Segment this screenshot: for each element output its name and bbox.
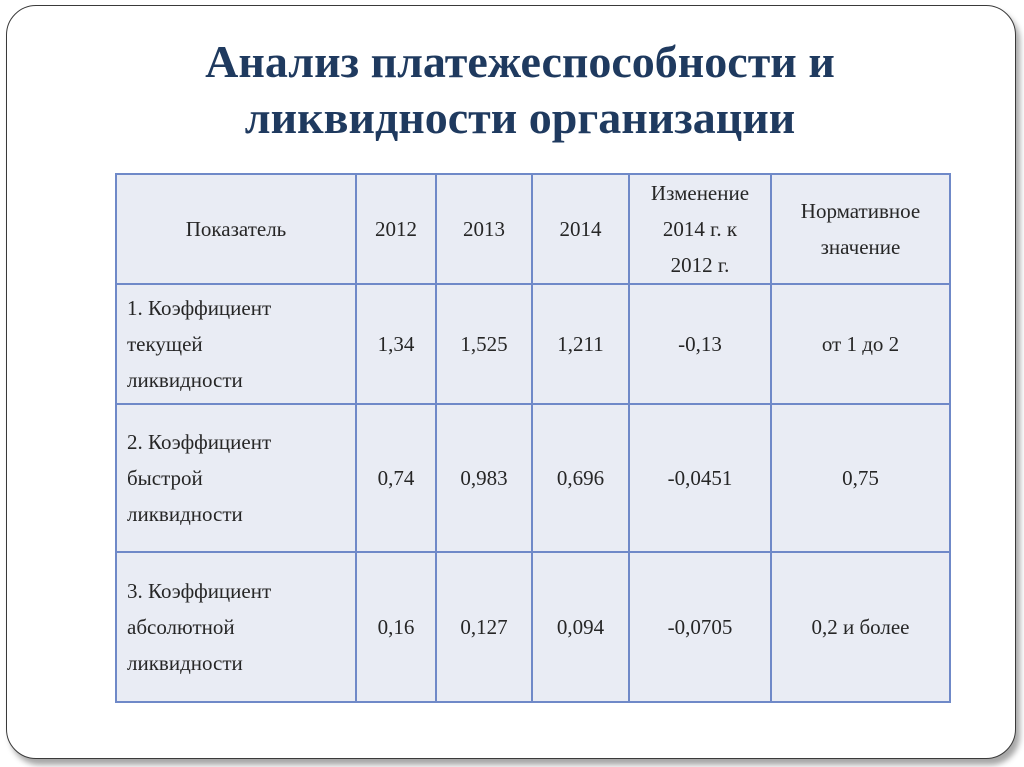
header-change-line-3: 2012 г.	[670, 253, 730, 277]
header-change-line-2: 2014 г. к	[662, 217, 738, 241]
cell-norm: 0,75	[771, 404, 950, 552]
table-header-row	[116, 174, 950, 284]
row-label-line-1: 3. Коэффициент	[127, 579, 272, 603]
table-row	[116, 552, 950, 702]
table-row	[116, 404, 950, 552]
row-label-line-2: текущей	[127, 332, 203, 356]
slide-title-line-1: Анализ платежеспособности и	[205, 36, 835, 87]
table-row	[116, 284, 950, 404]
cell-norm: 0,2 и более	[771, 552, 950, 702]
header-change	[629, 174, 771, 284]
cell-2014: 1,211	[532, 284, 629, 404]
header-indicator: Показатель	[116, 174, 356, 284]
row-label-line-3: ликвидности	[127, 368, 243, 392]
row-label	[116, 404, 356, 552]
row-label	[116, 284, 356, 404]
cell-2012: 0,74	[356, 404, 436, 552]
row-label-line-3: ликвидности	[127, 651, 243, 675]
header-year-2013: 2013	[436, 174, 532, 284]
cell-2012: 1,34	[356, 284, 436, 404]
header-norm	[771, 174, 950, 284]
row-label-line-1: 1. Коэффициент	[127, 296, 272, 320]
row-label-line-1: 2. Коэффициент	[127, 430, 272, 454]
cell-2012: 0,16	[356, 552, 436, 702]
cell-2013: 1,525	[436, 284, 532, 404]
header-norm-line-1: Нормативное	[800, 199, 921, 223]
header-year-2012: 2012	[356, 174, 436, 284]
liquidity-table	[115, 173, 951, 703]
row-label-line-3: ликвидности	[127, 502, 243, 526]
row-label-line-2: абсолютной	[127, 615, 235, 639]
header-year-2014: 2014	[532, 174, 629, 284]
cell-2013: 0,127	[436, 552, 532, 702]
row-label	[116, 552, 356, 702]
cell-change: -0,0705	[629, 552, 771, 702]
slide-title	[150, 34, 890, 146]
row-label-line-2: быстрой	[127, 466, 203, 490]
cell-2014: 0,094	[532, 552, 629, 702]
cell-2013: 0,983	[436, 404, 532, 552]
cell-change: -0,0451	[629, 404, 771, 552]
cell-norm: от 1 до 2	[771, 284, 950, 404]
cell-2014: 0,696	[532, 404, 629, 552]
header-change-line-1: Изменение	[650, 181, 750, 205]
cell-change: -0,13	[629, 284, 771, 404]
slide-title-line-2: ликвидности организации	[244, 92, 796, 143]
header-norm-line-2: значение	[820, 235, 901, 259]
